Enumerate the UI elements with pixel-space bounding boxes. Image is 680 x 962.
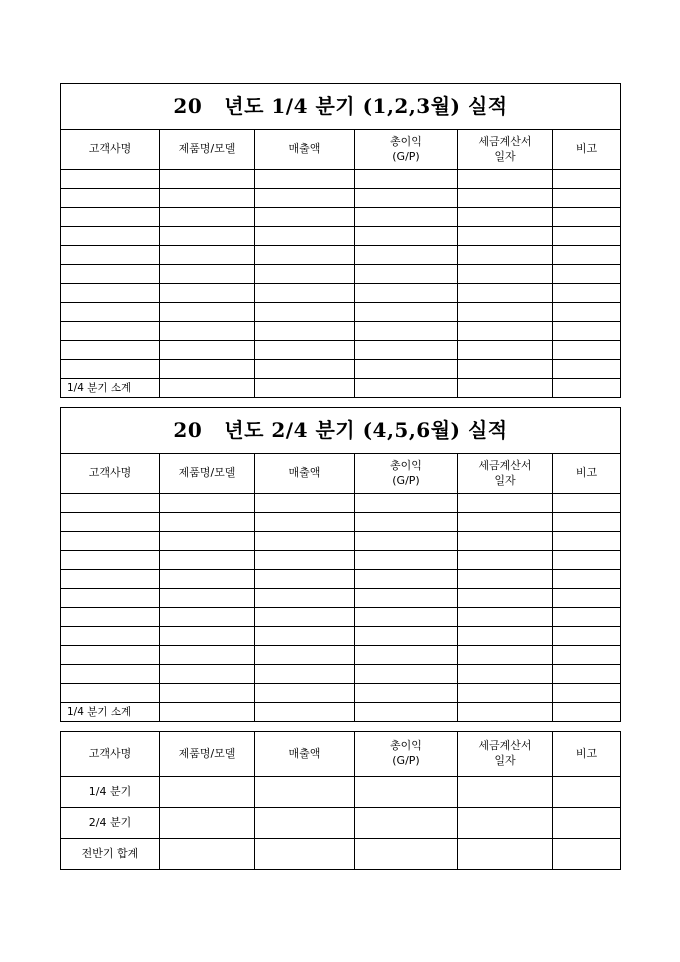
table-cell[interactable] xyxy=(61,246,160,265)
q1-subtotal-row xyxy=(61,379,621,398)
table-row xyxy=(61,684,621,703)
summary-cell[interactable] xyxy=(553,777,621,808)
table-cell[interactable] xyxy=(355,513,458,532)
table-cell[interactable] xyxy=(458,551,553,570)
summary-cell[interactable] xyxy=(355,808,458,839)
table-cell[interactable] xyxy=(61,265,160,284)
table-cell[interactable] xyxy=(355,684,458,703)
table-cell[interactable] xyxy=(355,265,458,284)
summary-header-sales: 매출액 xyxy=(255,732,355,777)
table-cell[interactable] xyxy=(160,284,255,303)
table-cell[interactable] xyxy=(61,608,160,627)
table-row xyxy=(61,265,621,284)
q2-header-invoice-line1: 세금계산서 xyxy=(478,458,532,472)
table-cell[interactable] xyxy=(160,494,255,513)
table-cell[interactable] xyxy=(553,665,621,684)
table-row xyxy=(61,627,621,646)
table-cell[interactable] xyxy=(61,170,160,189)
table-cell[interactable] xyxy=(255,208,355,227)
q2-header-gross-profit-line1: 총이익 xyxy=(390,458,422,472)
q1-header-invoice-line2: 일자 xyxy=(494,149,516,163)
table-cell[interactable] xyxy=(61,360,160,379)
table-cell[interactable] xyxy=(553,246,621,265)
table-cell[interactable] xyxy=(553,303,621,322)
q2-title-main: 년도 2/4 분기 (4,5,6월) 실적 xyxy=(224,418,508,442)
table-row xyxy=(61,513,621,532)
table-cell[interactable] xyxy=(61,189,160,208)
summary-cell[interactable] xyxy=(458,808,553,839)
table-cell[interactable] xyxy=(255,322,355,341)
table-cell[interactable] xyxy=(458,513,553,532)
table-cell[interactable] xyxy=(255,227,355,246)
half-year-summary-table xyxy=(60,731,621,870)
table-row xyxy=(61,170,621,189)
table-cell[interactable] xyxy=(553,208,621,227)
q1-header-sales: 매출액 xyxy=(255,130,355,170)
table-row xyxy=(61,284,621,303)
table-cell[interactable] xyxy=(553,341,621,360)
table-cell[interactable] xyxy=(255,684,355,703)
summary-cell[interactable] xyxy=(553,839,621,870)
q2-subtotal-sales-cell[interactable] xyxy=(255,703,355,722)
table-cell[interactable] xyxy=(160,208,255,227)
q1-header-product: 제품명/모델 xyxy=(160,130,255,170)
table-row xyxy=(61,227,621,246)
summary-cell[interactable] xyxy=(160,777,255,808)
table-cell[interactable] xyxy=(160,189,255,208)
summary-row-q1 xyxy=(61,777,621,808)
table-cell[interactable] xyxy=(553,284,621,303)
table-cell[interactable] xyxy=(61,494,160,513)
table-cell[interactable] xyxy=(255,589,355,608)
table-cell[interactable] xyxy=(160,246,255,265)
summary-row-label: 전반기 합계 xyxy=(61,839,160,870)
table-cell[interactable] xyxy=(355,646,458,665)
table-cell[interactable] xyxy=(160,570,255,589)
q2-header-note: 비고 xyxy=(553,454,621,494)
table-cell[interactable] xyxy=(553,627,621,646)
table-cell[interactable] xyxy=(255,665,355,684)
summary-header-gross-profit-line1: 총이익 xyxy=(390,739,422,753)
q1-header-note: 비고 xyxy=(553,130,621,170)
summary-cell[interactable] xyxy=(255,839,355,870)
table-cell[interactable] xyxy=(61,341,160,360)
table-cell[interactable] xyxy=(160,170,255,189)
table-cell[interactable] xyxy=(553,170,621,189)
table-cell[interactable] xyxy=(255,608,355,627)
summary-row-label: 1/4 분기 xyxy=(61,777,160,808)
q1-results-table xyxy=(60,83,621,398)
table-cell[interactable] xyxy=(160,322,255,341)
table-cell[interactable] xyxy=(355,360,458,379)
table-cell[interactable] xyxy=(355,341,458,360)
table-row xyxy=(61,494,621,513)
q1-header-customer: 고객사명 xyxy=(61,130,160,170)
table-row xyxy=(61,570,621,589)
q2-subtotal-note-cell[interactable] xyxy=(553,703,621,722)
table-row xyxy=(61,646,621,665)
table-cell[interactable] xyxy=(553,265,621,284)
table-cell[interactable] xyxy=(458,189,553,208)
table-cell[interactable] xyxy=(61,532,160,551)
table-cell[interactable] xyxy=(458,532,553,551)
table-cell[interactable] xyxy=(255,513,355,532)
table-cell[interactable] xyxy=(458,570,553,589)
table-cell[interactable] xyxy=(355,303,458,322)
summary-header-invoice-date xyxy=(458,732,553,777)
table-cell[interactable] xyxy=(355,170,458,189)
table-cell[interactable] xyxy=(458,265,553,284)
table-cell[interactable] xyxy=(458,208,553,227)
q2-subtotal-product-cell[interactable] xyxy=(160,703,255,722)
summary-header-customer: 고객사명 xyxy=(61,732,160,777)
table-cell[interactable] xyxy=(458,284,553,303)
table-cell[interactable] xyxy=(458,608,553,627)
table-cell[interactable] xyxy=(160,589,255,608)
summary-cell[interactable] xyxy=(458,839,553,870)
table-cell[interactable] xyxy=(160,608,255,627)
table-cell[interactable] xyxy=(355,570,458,589)
table-cell[interactable] xyxy=(255,284,355,303)
table-cell[interactable] xyxy=(255,627,355,646)
table-cell[interactable] xyxy=(553,513,621,532)
q1-header-invoice-line1: 세금계산서 xyxy=(478,134,532,148)
q1-subtotal-label: 1/4 분기 소계 xyxy=(61,379,160,398)
q2-header-invoice-line2: 일자 xyxy=(494,473,516,487)
q2-header-row xyxy=(61,454,621,494)
table-cell[interactable] xyxy=(255,551,355,570)
q1-header-gross-profit-line2: (G/P) xyxy=(392,149,420,163)
table-cell[interactable] xyxy=(458,322,553,341)
table-cell[interactable] xyxy=(255,360,355,379)
table-row xyxy=(61,608,621,627)
table-cell[interactable] xyxy=(61,665,160,684)
summary-cell[interactable] xyxy=(553,808,621,839)
summary-cell[interactable] xyxy=(355,777,458,808)
table-cell[interactable] xyxy=(553,227,621,246)
table-cell[interactable] xyxy=(355,227,458,246)
table-cell[interactable] xyxy=(458,341,553,360)
summary-cell[interactable] xyxy=(458,777,553,808)
summary-header-gross-profit xyxy=(355,732,458,777)
table-cell[interactable] xyxy=(553,551,621,570)
table-cell[interactable] xyxy=(61,322,160,341)
table-cell[interactable] xyxy=(255,494,355,513)
table-cell[interactable] xyxy=(61,303,160,322)
q2-subtotal-row xyxy=(61,703,621,722)
summary-header-invoice-line1: 세금계산서 xyxy=(478,739,532,753)
table-cell[interactable] xyxy=(160,646,255,665)
table-cell[interactable] xyxy=(255,170,355,189)
summary-header-invoice-line2: 일자 xyxy=(494,754,516,767)
table-cell[interactable] xyxy=(160,265,255,284)
table-cell[interactable] xyxy=(160,360,255,379)
q1-title-year-prefix: 20 xyxy=(173,94,203,118)
table-cell[interactable] xyxy=(553,608,621,627)
summary-header-product: 제품명/모델 xyxy=(160,732,255,777)
table-cell[interactable] xyxy=(355,189,458,208)
table-cell[interactable] xyxy=(160,341,255,360)
summary-header-row xyxy=(61,732,621,777)
q1-title-main: 년도 1/4 분기 (1,2,3월) 실적 xyxy=(224,94,508,118)
summary-row-q2 xyxy=(61,808,621,839)
table-cell[interactable] xyxy=(61,551,160,570)
table-row xyxy=(61,551,621,570)
table-cell[interactable] xyxy=(355,246,458,265)
q2-subtotal-invoice-cell[interactable] xyxy=(458,703,553,722)
table-cell[interactable] xyxy=(255,646,355,665)
q2-title-year-prefix: 20 xyxy=(173,418,203,442)
summary-cell[interactable] xyxy=(160,808,255,839)
table-cell[interactable] xyxy=(160,627,255,646)
q1-header-invoice-date xyxy=(458,130,553,170)
table-cell[interactable] xyxy=(458,589,553,608)
table-row xyxy=(61,360,621,379)
table-row xyxy=(61,246,621,265)
table-cell[interactable] xyxy=(160,532,255,551)
q2-data-rows xyxy=(61,494,621,703)
summary-row-half-total xyxy=(61,839,621,870)
table-cell[interactable] xyxy=(160,665,255,684)
table-cell[interactable] xyxy=(255,570,355,589)
summary-header-note: 비고 xyxy=(553,732,621,777)
summary-cell[interactable] xyxy=(160,839,255,870)
table-cell[interactable] xyxy=(458,684,553,703)
table-cell[interactable] xyxy=(355,665,458,684)
q2-header-gross-profit-line2: (G/P) xyxy=(392,473,420,487)
table-cell[interactable] xyxy=(255,265,355,284)
table-cell[interactable] xyxy=(553,322,621,341)
table-cell[interactable] xyxy=(355,627,458,646)
q2-header-customer: 고객사명 xyxy=(61,454,160,494)
q2-results-table xyxy=(60,407,621,722)
table-cell[interactable] xyxy=(458,627,553,646)
table-cell[interactable] xyxy=(255,189,355,208)
q2-title xyxy=(61,408,621,454)
table-cell[interactable] xyxy=(160,227,255,246)
table-cell[interactable] xyxy=(553,684,621,703)
table-cell[interactable] xyxy=(160,684,255,703)
table-row xyxy=(61,532,621,551)
q2-header-invoice-date xyxy=(458,454,553,494)
table-cell[interactable] xyxy=(255,246,355,265)
table-cell[interactable] xyxy=(553,189,621,208)
q1-subtotal-invoice-cell[interactable] xyxy=(458,379,553,398)
table-cell[interactable] xyxy=(61,208,160,227)
table-cell[interactable] xyxy=(255,303,355,322)
q1-subtotal-gross-profit-cell[interactable] xyxy=(355,379,458,398)
table-cell[interactable] xyxy=(61,589,160,608)
summary-header-gross-profit-line2: (G/P) xyxy=(392,754,420,767)
q1-data-rows xyxy=(61,170,621,379)
q1-header-gross-profit xyxy=(355,130,458,170)
table-row xyxy=(61,589,621,608)
q2-subtotal-gross-profit-cell[interactable] xyxy=(355,703,458,722)
q1-subtotal-sales-cell[interactable] xyxy=(255,379,355,398)
table-cell[interactable] xyxy=(355,322,458,341)
table-row xyxy=(61,665,621,684)
table-cell[interactable] xyxy=(458,646,553,665)
table-cell[interactable] xyxy=(458,246,553,265)
table-cell[interactable] xyxy=(553,494,621,513)
table-cell[interactable] xyxy=(458,360,553,379)
table-cell[interactable] xyxy=(355,551,458,570)
table-cell[interactable] xyxy=(458,665,553,684)
q2-header-gross-profit xyxy=(355,454,458,494)
table-cell[interactable] xyxy=(553,532,621,551)
table-cell[interactable] xyxy=(355,589,458,608)
table-row xyxy=(61,322,621,341)
table-cell[interactable] xyxy=(61,627,160,646)
table-cell[interactable] xyxy=(61,570,160,589)
table-row xyxy=(61,208,621,227)
q2-header-product: 제품명/모델 xyxy=(160,454,255,494)
table-cell[interactable] xyxy=(355,608,458,627)
table-cell[interactable] xyxy=(61,684,160,703)
q1-header-row xyxy=(61,130,621,170)
table-cell[interactable] xyxy=(61,227,160,246)
q1-subtotal-product-cell[interactable] xyxy=(160,379,255,398)
table-cell[interactable] xyxy=(355,494,458,513)
q2-header-sales: 매출액 xyxy=(255,454,355,494)
table-cell[interactable] xyxy=(355,284,458,303)
table-cell[interactable] xyxy=(160,551,255,570)
table-row xyxy=(61,303,621,322)
table-row xyxy=(61,189,621,208)
table-cell[interactable] xyxy=(553,646,621,665)
table-cell[interactable] xyxy=(255,532,355,551)
table-cell[interactable] xyxy=(458,170,553,189)
table-cell[interactable] xyxy=(61,284,160,303)
table-cell[interactable] xyxy=(458,227,553,246)
summary-cell[interactable] xyxy=(255,808,355,839)
q1-header-gross-profit-line1: 총이익 xyxy=(390,134,422,148)
table-cell[interactable] xyxy=(553,360,621,379)
table-row xyxy=(61,341,621,360)
q2-subtotal-label: 1/4 분기 소계 xyxy=(61,703,160,722)
table-cell[interactable] xyxy=(355,532,458,551)
table-cell[interactable] xyxy=(458,303,553,322)
summary-row-label: 2/4 분기 xyxy=(61,808,160,839)
table-cell[interactable] xyxy=(553,570,621,589)
table-cell[interactable] xyxy=(255,341,355,360)
table-cell[interactable] xyxy=(160,513,255,532)
table-cell[interactable] xyxy=(458,494,553,513)
summary-cell[interactable] xyxy=(355,839,458,870)
table-cell[interactable] xyxy=(61,513,160,532)
table-cell[interactable] xyxy=(61,646,160,665)
table-cell[interactable] xyxy=(160,303,255,322)
table-cell[interactable] xyxy=(355,208,458,227)
q1-title xyxy=(61,84,621,130)
table-cell[interactable] xyxy=(553,589,621,608)
summary-cell[interactable] xyxy=(255,777,355,808)
q1-subtotal-note-cell[interactable] xyxy=(553,379,621,398)
